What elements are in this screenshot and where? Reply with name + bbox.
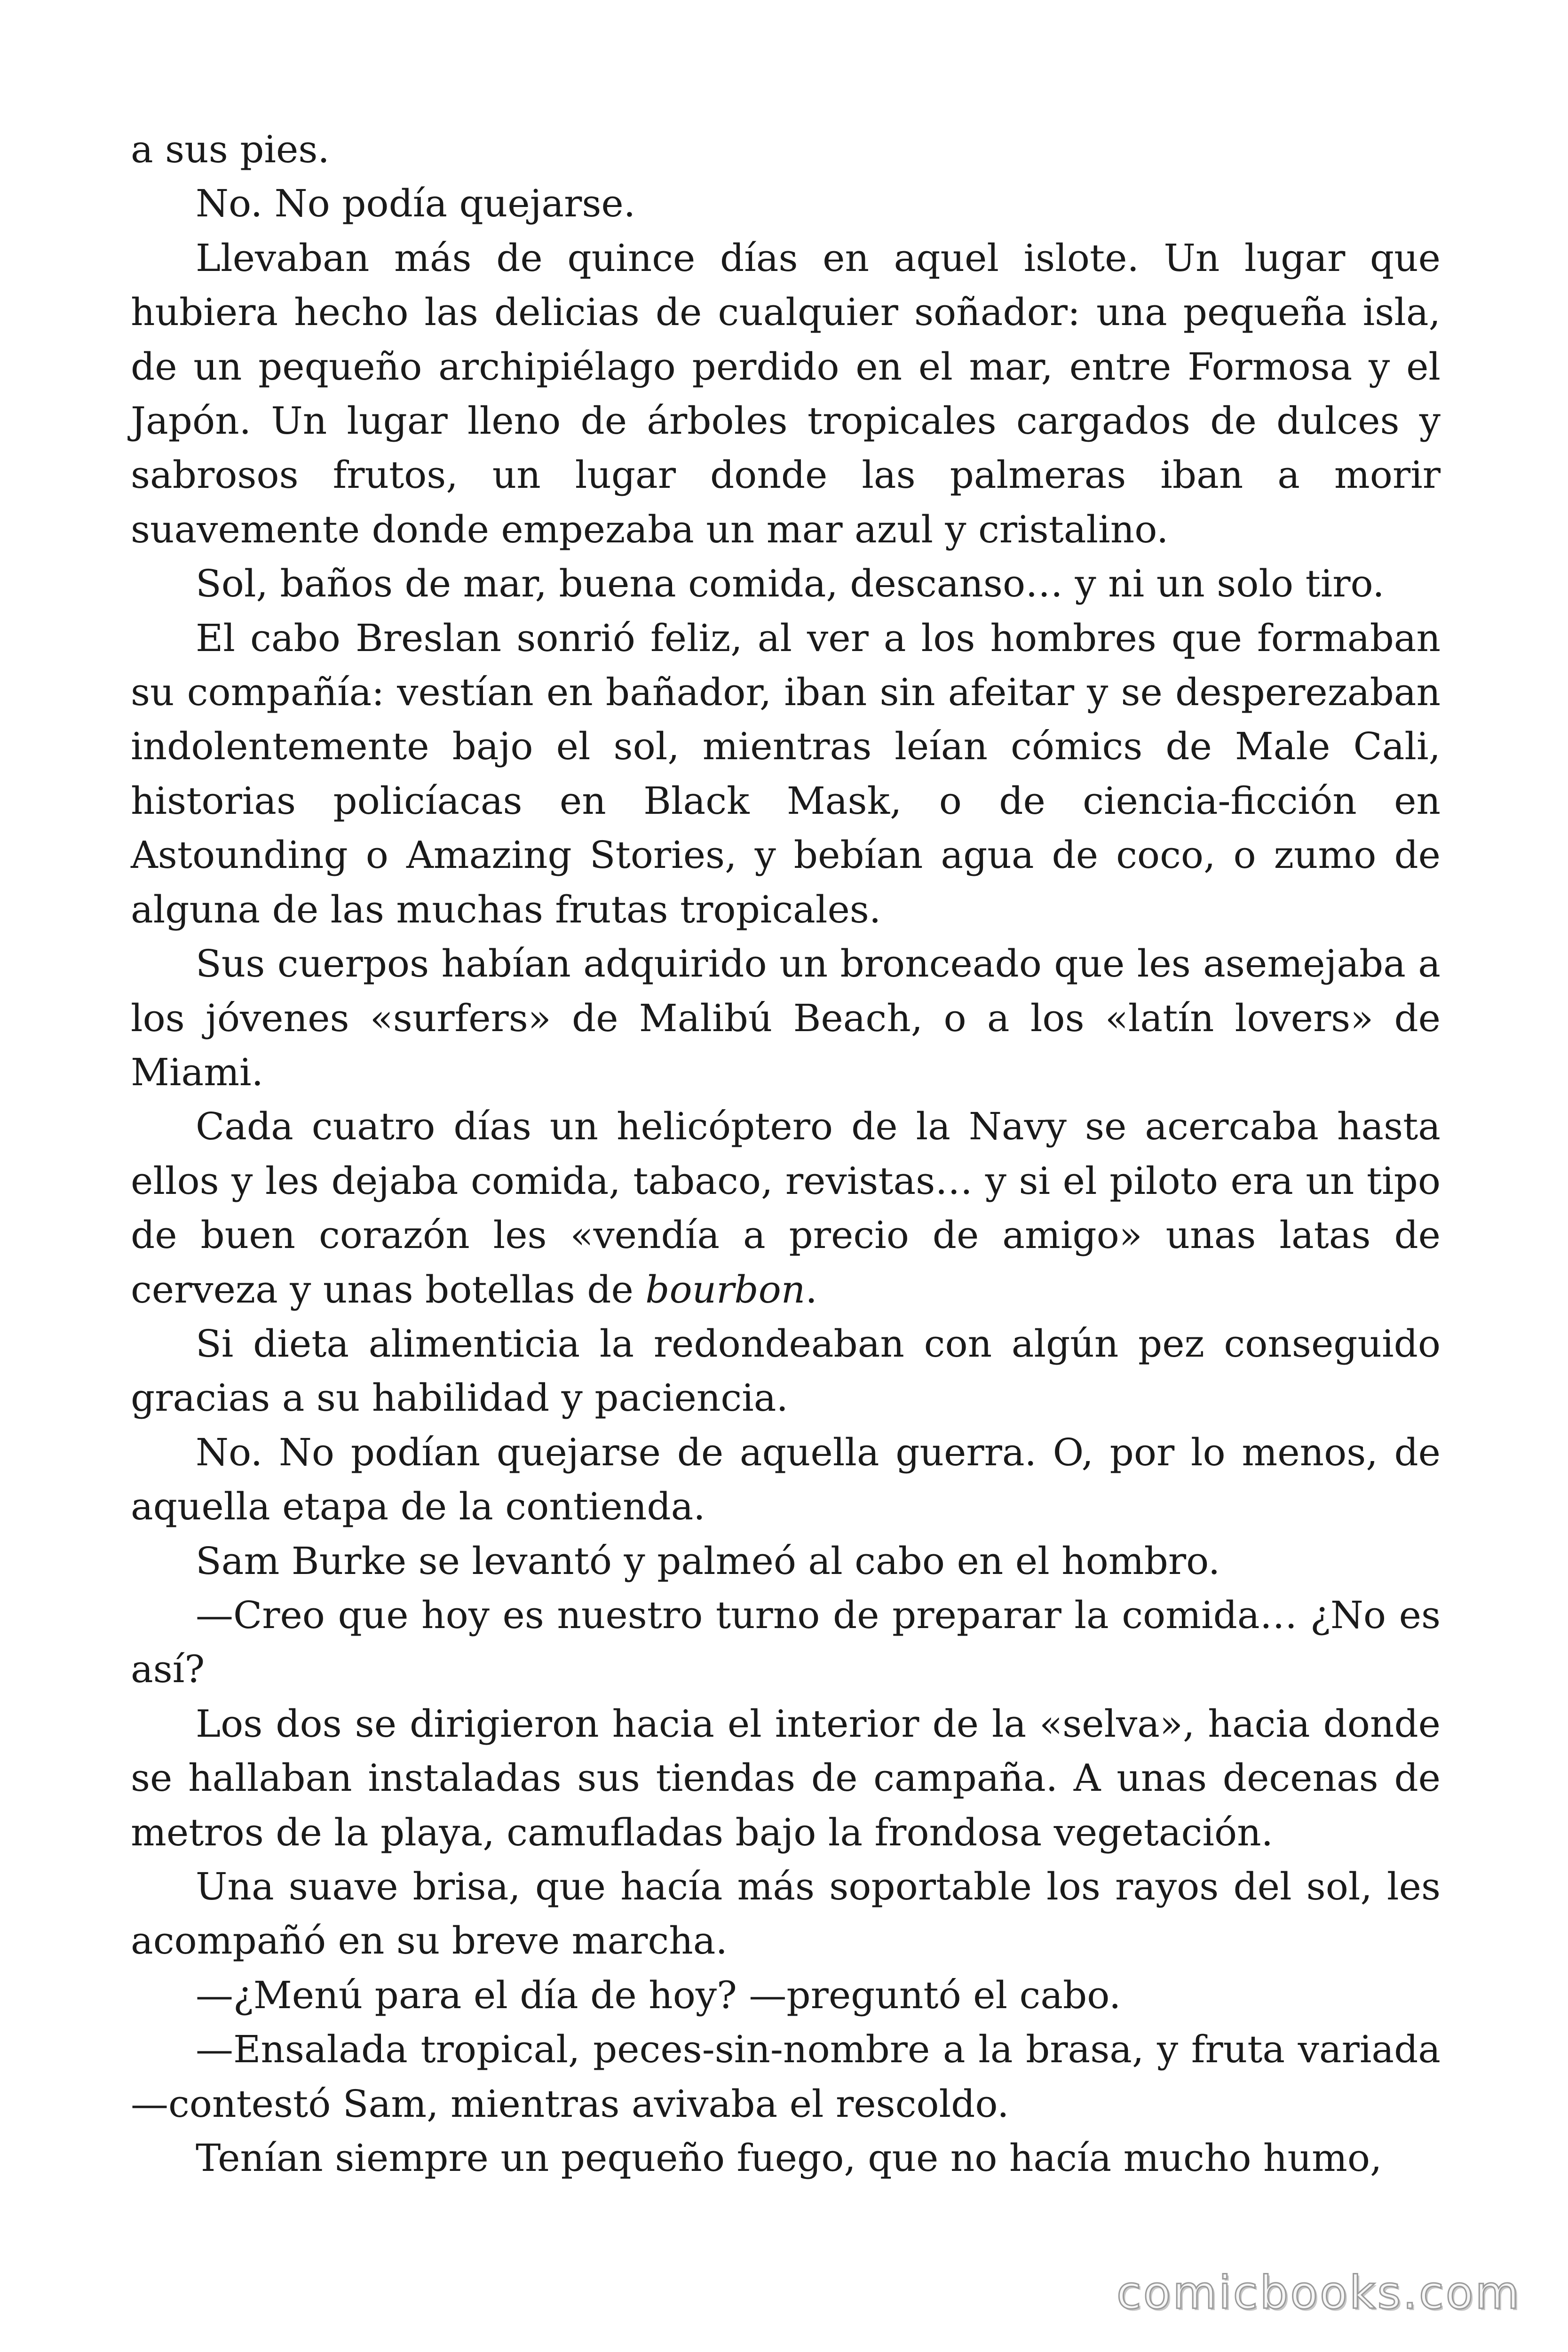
paragraph: —Ensalada tropical, peces-sin-nombre a la brasa, y fruta variada —contestó Sam, mientras avivaba el rescoldo. xyxy=(131,2027,1441,2126)
italic-word: bourbon xyxy=(645,1267,806,1311)
paragraph-text: Cada cuatro días un helicóptero de la Navy se acercaba hasta ellos y les dejaba comida, tabaco, revistas… y si el piloto era un tipo de buen corazón les «vendía a precio de amigo» unas latas de cerveza y unas botellas de xyxy=(131,1104,1441,1311)
paragraph xyxy=(131,1099,1441,1317)
book-page xyxy=(131,122,1441,2249)
paragraph: a sus pies. xyxy=(131,127,330,171)
paragraph: Los dos se dirigieron hacia el interior de la «selva», hacia donde se hallaban instaladas sus tiendas de campaña. A unas decenas de metros de la playa, camufladas bajo la frondosa vegetación. xyxy=(131,1701,1441,1854)
paragraph: Llevaban más de quince días en aquel islote. Un lugar que hubiera hecho las delicias de cualquier soñador: una pequeña isla, de un pequeño archipiélago perdido en el mar, entre Formosa y el Japón. Un lugar lleno de árboles tropicales cargados de dulces y sabrosos frutos, un lugar donde las palmeras iban a morir suavemente donde empezaba un mar azul y cristalino. xyxy=(131,236,1441,551)
paragraph: Tenían siempre un pequeño fuego, que no hacía mucho humo, xyxy=(196,2136,1382,2180)
paragraph: Sam Burke se levantó y palmeó al cabo en el hombro. xyxy=(196,1539,1220,1583)
paragraph: El cabo Breslan sonrió feliz, al ver a los hombres que formaban su compañía: vestían en bañador, iban sin afeitar y se desperezaban indolentemente bajo el sol, mientras leían cómics de Male Cali, historias policíacas en Black Mask, o de ciencia-ficción en Astounding o Amazing Stories, y bebían agua de coco, o zumo de alguna de las muchas frutas tropicales. xyxy=(131,616,1441,931)
paragraph: Si dieta alimenticia la redondeaban con algún pez conseguido gracias a su habilidad y paciencia. xyxy=(131,1321,1441,1420)
paragraph: No. No podía quejarse. xyxy=(196,182,636,226)
paragraph: Una suave brisa, que hacía más soportable los rayos del sol, les acompañó en su breve marcha. xyxy=(131,1865,1441,1963)
paragraph: Sus cuerpos habían adquirido un bronceado que les asemejaba a los jóvenes «surfers» de Malibú Beach, o a los «latín lovers» de Miami. xyxy=(131,942,1441,1094)
paragraph: —Creo que hoy es nuestro turno de preparar la comida… ¿No es así? xyxy=(131,1593,1441,1692)
paragraph: No. No podían quejarse de aquella guerra. O, por lo menos, de aquella etapa de la contienda. xyxy=(131,1430,1441,1529)
watermark: comicbooks.com xyxy=(1116,2266,1521,2319)
paragraph: Sol, baños de mar, buena comida, descanso… y ni un solo tiro. xyxy=(196,562,1385,606)
paragraph: —¿Menú para el día de hoy? —preguntó el cabo. xyxy=(196,1973,1121,2017)
paragraph-end: . xyxy=(805,1267,817,1311)
